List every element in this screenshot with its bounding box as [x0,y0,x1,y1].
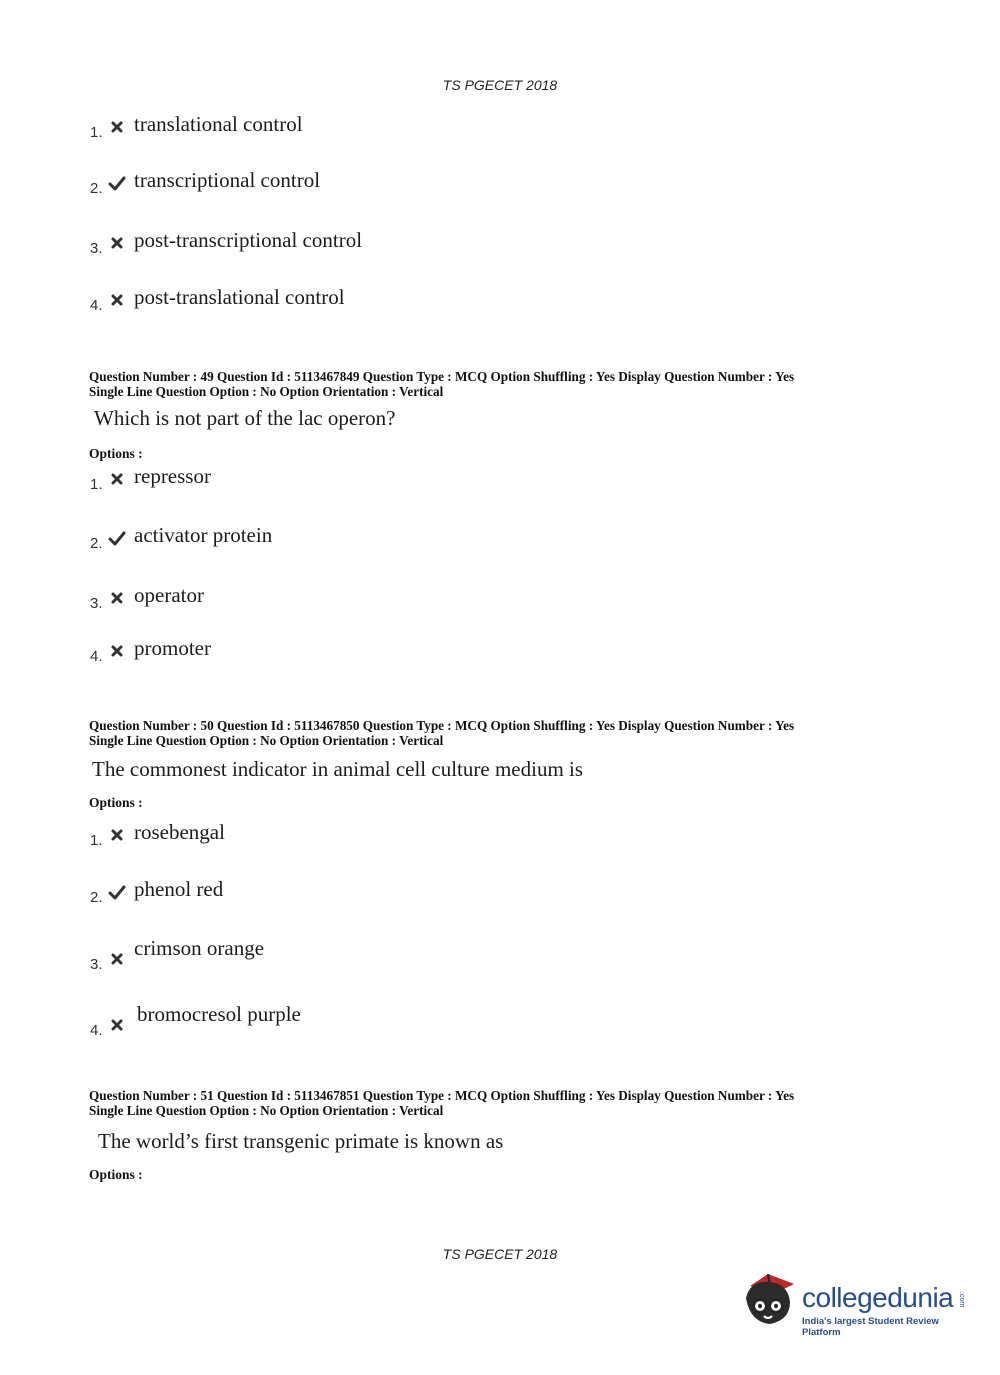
options-label: Options : [89,446,143,461]
page-header: TS PGECET 2018 [442,77,558,93]
question-meta-line: Question Number : 49 Question Id : 5113467849 Question Type : MCQ Option Shuffling : Yes Display Question Number : Yes [89,369,795,384]
option-text: rosebengal [134,820,225,844]
option-number: 2. [90,889,103,906]
question-meta [89,1089,919,1118]
option-number: 2. [90,535,103,552]
question-meta [89,370,919,399]
cross-icon [108,589,126,607]
cross-icon [108,642,126,660]
question-text: The world’s first transgenic primate is known as [98,1129,504,1153]
option-number: 3. [90,240,103,257]
cross-icon [108,118,126,136]
option-text: phenol red [134,877,224,901]
checkmark-icon [108,529,126,547]
page-footer: TS PGECET 2018 [442,1246,558,1262]
cross-icon [108,470,126,488]
question-text: The commonest indicator in animal cell culture medium is [92,757,584,781]
option-text: repressor [134,464,211,488]
question-meta-line: Single Line Question Option : No Option Orientation : Vertical [89,383,444,399]
question-meta [89,719,919,748]
option-number: 4. [90,297,103,314]
option-text: post-translational control [134,285,345,309]
collegedunia-logo [740,1268,970,1338]
option-text: operator [134,583,204,607]
option-text: transcriptional control [134,168,321,192]
brand-tagline: India's largest Student Review Platform [802,1316,939,1338]
option-text: bromocresol purple [137,1002,301,1026]
brand-suffix: .com [958,1292,965,1308]
option-number: 3. [90,595,103,612]
option-text: translational control [134,112,303,136]
option-number: 1. [90,124,103,141]
cross-icon [108,234,126,252]
option-number: 1. [90,832,103,849]
cross-icon [108,291,126,309]
question-meta-line: Question Number : 51 Question Id : 5113467851 Question Type : MCQ Option Shuffling : Yes Display Question Number : Yes [89,1088,795,1103]
options-label: Options : [89,795,143,810]
cross-icon [108,1016,126,1034]
option-number: 2. [90,180,103,197]
question-meta-line: Single Line Question Option : No Option Orientation : Vertical [89,1102,444,1118]
cross-icon [108,826,126,844]
option-number: 1. [90,476,103,493]
option-text: activator protein [134,523,273,547]
options-label: Options : [89,1167,143,1182]
cross-icon [108,950,126,968]
question-meta-line: Single Line Question Option : No Option Orientation : Vertical [89,732,444,748]
option-number: 3. [90,956,103,973]
option-text: post-transcriptional control [134,228,363,252]
question-text: Which is not part of the lac operon? [94,406,396,430]
question-meta-line: Question Number : 50 Question Id : 5113467850 Question Type : MCQ Option Shuffling : Yes Display Question Number : Yes [89,718,795,733]
option-text: promoter [134,636,211,660]
option-number: 4. [90,648,103,665]
option-number: 4. [90,1022,103,1039]
brand-name: collegedunia [802,1282,954,1313]
student-mascot-icon [740,1268,800,1338]
option-text: crimson orange [134,936,265,960]
checkmark-icon [108,174,126,192]
checkmark-icon [108,883,126,901]
